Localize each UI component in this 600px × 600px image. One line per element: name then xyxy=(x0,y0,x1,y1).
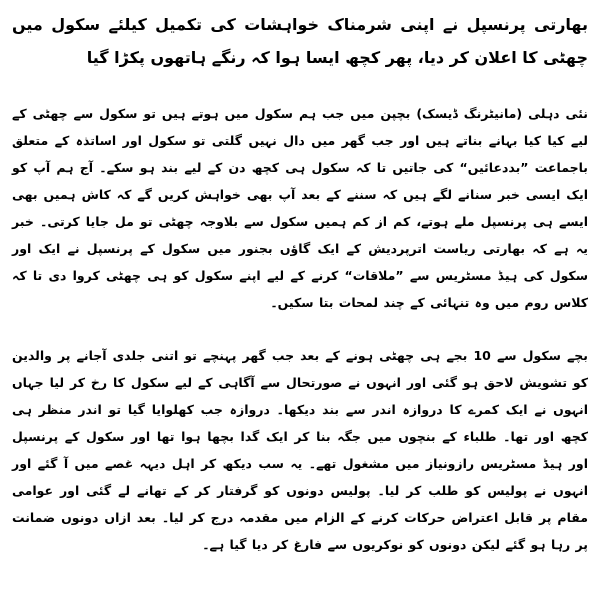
article-headline: بھارتی پرنسپل نے اپنی شرمناک خواہشات کی تکمیل کیلئے سکول میں چھٹی کا اعلان کر دیا، پھر کچھ ایسا ہوا کہ رنگے ہاتھوں پکڑا گیا xyxy=(12,15,588,67)
article-paragraph-1: نئی دہلی (مانیٹرنگ ڈیسک) بچپن میں جب ہم سکول میں ہوتے ہیں تو سکول سے چھٹی کے لیے کیا کیا بہانے بناتے ہیں اور جب گھر میں دال نہیں گلتی تو سکول اور اساتذہ کے متعلق باجماعت ”بددعائیں“ کی جاتیں تا کہ سکول ہی کچھ دن کے لیے بند ہو سکے۔ آج ہم آپ کو ایک ایسی خبر سنانے لگے ہیں کہ سننے کے بعد آپ بھی خواہش کریں گے کہ کاش ہمیں بھی ایسے ہی پرنسپل ملے ہوتے، کم از کم ہمیں سکول سے بلاوجہ چھٹی تو مل جایا کرتی۔ خبر یہ ہے کہ بھارتی ریاست اترپردیش کے ایک گاؤں بجنور میں سکول کے پرنسپل نے ایک اور سکول کی ہیڈ مسٹریس سے ”ملاقات“ کرنے کے لیے اپنے سکول کو ہی چھٹی کروا دی تا کہ کلاس روم میں وہ تنہائی کے چند لمحات بتا سکیں۔ xyxy=(12,106,588,310)
article-paragraph-2: بچے سکول سے 10 بجے ہی چھٹی ہونے کے بعد جب گھر پہنچے تو اتنی جلدی آجانے پر والدین کو تشویش لاحق ہو گئی اور انہوں نے صورتحال سے آگاہی کے لیے سکول کا رخ کر لیا جہاں انہوں نے ایک کمرے کا دروازہ اندر سے بند دیکھا۔ دروازہ جب کھلوایا گیا تو اندر منظر ہی کچھ اور تھا۔ طلباء کے بنچوں میں جگہ بنا کر ایک گدا بچھا ہوا تھا اور سکول کے پرنسپل اور ہیڈ مسٹریس رازونیاز میں مشغول تھے۔ یہ سب دیکھ کر اہل دیہہ غصے میں آ گئے اور انہوں نے پولیس کو طلب کر لیا۔ پولیس دونوں کو گرفتار کر کے تھانے لے گئی اور عوامی مقام پر قابل اعتراض حرکات کرنے کے الزام میں مقدمہ درج کر لیا۔ بعد ازاں دونوں ضمانت پر رہا ہو گئے لیکن دونوں کو نوکریوں سے فارغ کر دیا گیا ہے۔ xyxy=(12,348,589,552)
